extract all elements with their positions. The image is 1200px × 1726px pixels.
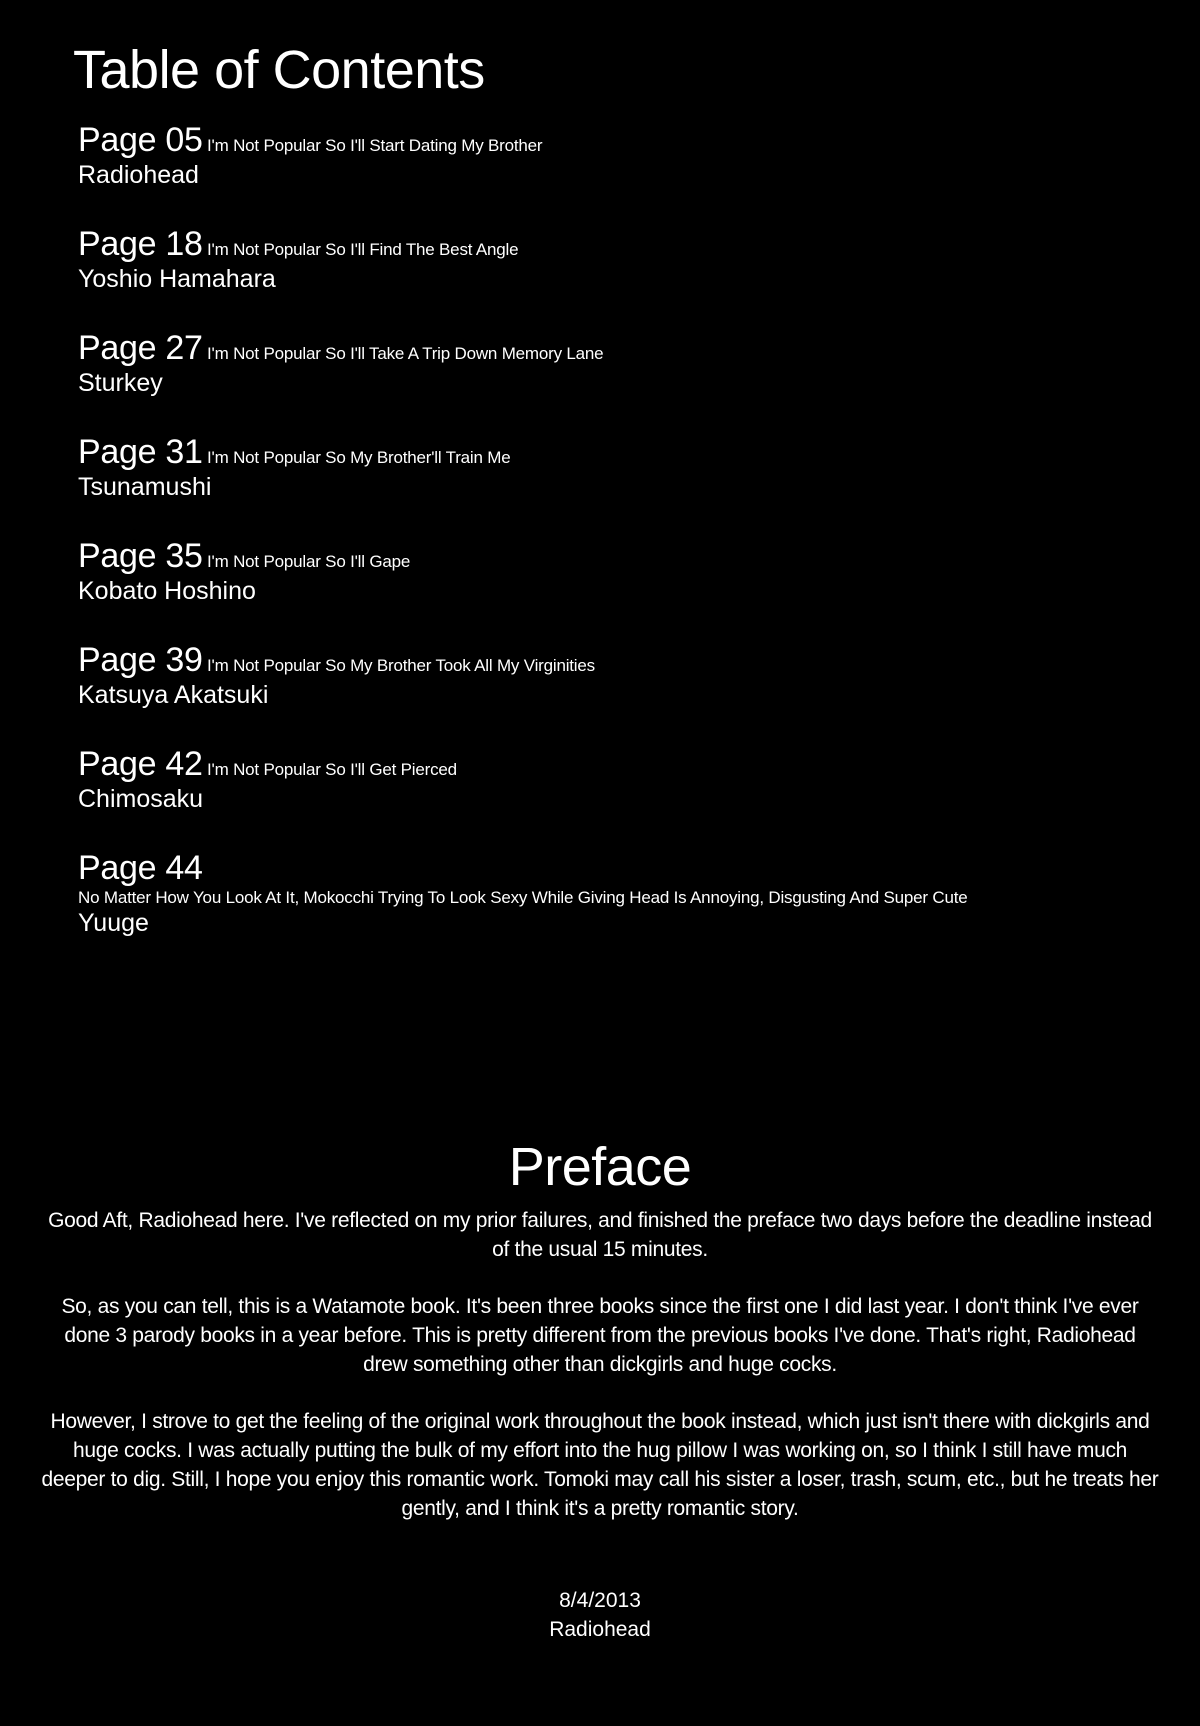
preface-section: [40, 1130, 1160, 1551]
toc-entry-heading: [78, 848, 1158, 888]
toc-page-number: Page 31: [78, 433, 203, 471]
toc-entry: [78, 640, 1158, 744]
toc-author: Tsunamushi: [78, 473, 212, 501]
toc-chapter-title: No Matter How You Look At It, Mokocchi Trying To Look Sexy While Giving Head Is Annoying, Disgusting And Super Cute: [78, 888, 968, 907]
toc-entry: [78, 536, 1158, 640]
toc-entry: [78, 848, 1158, 952]
toc-entry-heading: [78, 328, 1158, 368]
toc-author: Sturkey: [78, 369, 163, 397]
preface-paragraph: Good Aft, Radiohead here. I've reflected on my prior failures, and finished the preface two days before the deadline instead of the usual 15 minutes.: [48, 1209, 1152, 1261]
toc-author: Yoshio Hamahara: [78, 265, 276, 293]
toc-entry-heading: [78, 744, 1158, 784]
toc-page-number: Page 44: [78, 849, 203, 887]
toc-page-number: Page 18: [78, 225, 203, 263]
toc-page-number: Page 05: [78, 121, 203, 159]
preface-title: Preface: [508, 1137, 692, 1197]
toc-page-number: Page 42: [78, 745, 203, 783]
toc-entry-heading: [78, 224, 1158, 264]
signoff: [0, 1586, 1200, 1644]
toc-entry: [78, 120, 1158, 224]
toc-chapter-title: I'm Not Popular So I'll Find The Best Angle: [207, 240, 519, 259]
preface-paragraph: However, I strove to get the feeling of the original work throughout the book instead, which just isn't there with dickgirls and huge cocks. I was actually putting the bulk of my effort into the hug pillow I was working on, so I think I still have much deeper to dig. Still, I hope you enjoy this romantic work. Tomoki may call his sister a loser, trash, scum, etc., but he treats her gently, and I think it's a pretty romantic story.: [41, 1410, 1159, 1520]
toc-entry: [78, 328, 1158, 432]
toc-page-number: Page 27: [78, 329, 203, 367]
toc-author: Kobato Hoshino: [78, 577, 256, 605]
toc-chapter-title: I'm Not Popular So I'll Get Pierced: [207, 760, 457, 779]
toc-page-number: Page 35: [78, 537, 203, 575]
preface-signature: Radiohead: [549, 1618, 651, 1641]
toc-entry: [78, 744, 1158, 848]
toc-entry: [78, 224, 1158, 328]
preface-date: 8/4/2013: [559, 1589, 641, 1612]
toc-author: Radiohead: [78, 161, 199, 189]
toc-entry-heading: [78, 640, 1158, 680]
toc-chapter-title: I'm Not Popular So I'll Gape: [207, 552, 411, 571]
toc-entry: [78, 432, 1158, 536]
toc-chapter-title: I'm Not Popular So My Brother Took All My Virginities: [207, 656, 595, 675]
toc-chapter-title: I'm Not Popular So I'll Start Dating My Brother: [207, 136, 543, 155]
toc-entry-heading: [78, 432, 1158, 472]
toc-chapter-title: I'm Not Popular So My Brother'll Train Me: [207, 448, 511, 467]
toc-author: Yuuge: [78, 909, 149, 937]
toc-author: Chimosaku: [78, 785, 204, 813]
preface-paragraph: So, as you can tell, this is a Watamote book. It's been three books since the first one I did last year. I don't think I've ever done 3 parody books in a year before. This is pretty different from the previous books I've done. That's right, Radiohead drew something other than dickgirls and huge cocks.: [61, 1295, 1139, 1376]
toc-entry-heading: [78, 536, 1158, 576]
toc-title: Table of Contents: [73, 40, 485, 100]
toc-page-number: Page 39: [78, 641, 203, 679]
toc-list: [78, 120, 1158, 952]
toc-entry-heading: [78, 120, 1158, 160]
toc-author: Katsuya Akatsuki: [78, 681, 269, 709]
toc-chapter-title: I'm Not Popular So I'll Take A Trip Down Memory Lane: [207, 344, 604, 363]
